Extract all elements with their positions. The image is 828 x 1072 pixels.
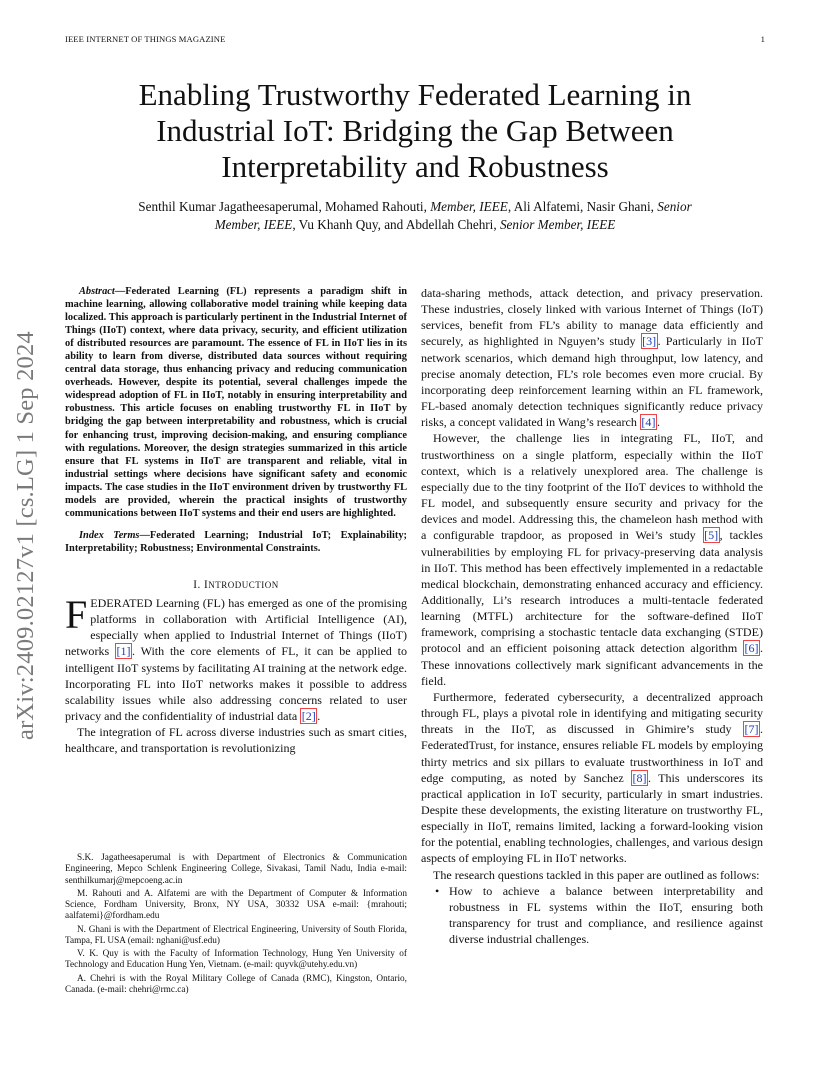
author-names: Senthil Kumar Jagatheesaperumal, Mohamed Rahouti, — [138, 199, 431, 214]
abstract — [65, 285, 407, 520]
section-heading-introduction — [65, 579, 407, 591]
page-number: 1 — [760, 34, 765, 44]
author-membership: Senior Member, IEEE — [499, 217, 616, 232]
bullet-icon: • — [435, 883, 440, 898]
paragraph-text: . This underscores its practical application in IoT security, particularly in smart industries. Despite these developments, the existing literature on trustworthy FL, especially in IIoT, remains limited, lacking a forward-looking vision for the potential, enabling technologies, challenges, and various design aspects of employing FL in IIoT networks. — [421, 770, 763, 866]
arxiv-identifier[interactable]: arXiv:2409.02127v1 [cs.LG] 1 Sep 2024 — [12, 331, 39, 740]
section-title-rest: NTRODUCTION — [208, 579, 279, 590]
citation-link[interactable]: [7] — [744, 722, 759, 737]
footnote: M. Rahouti and A. Alfatemi are with the Department of Computer & Information Science, Fordham University, Bronx, NY USA, 30332 USA e-mail: {mrahouti; aalfatemi}@fordham.edu — [65, 888, 407, 922]
citation-link[interactable]: [8] — [632, 770, 647, 785]
index-terms-text: —Federated Learning; Industrial IoT; Explainability; Interpretability; Robustness; Environmental Constraints. — [65, 529, 407, 554]
footnote: N. Ghani is with the Department of Electrical Engineering, University of South Florida, Tampa, FL USA (email: nghani@usf.edu) — [65, 924, 407, 946]
paragraph-text: However, the challenge lies in integrating FL, IIoT, and trustworthiness on a single platform, especially within the IIoT context, which is a relatively unexplored area. The challenge is especially due to the tiny footprint of the IIoT devices to withhold the FL model, and subsequently ensure security and privacy for the devices and model. Addressing this, the chameleon hash method with a configurable trapdoor, as proposed in Wei’s study — [421, 431, 763, 543]
citation-link[interactable]: [5] — [704, 528, 719, 543]
body-paragraph — [421, 430, 763, 689]
paragraph-text: Furthermore, federated cybersecurity, a decentralized approach through FL, plays a pivotal role in identifying and mitigating security threats in the IIoT, as discussed in Ghimire’s study — [421, 689, 763, 737]
intro-paragraph: The integration of FL across diverse industries such as smart cities, healthcare, and transportation is revolutionizing — [65, 725, 407, 756]
paragraph-text: . These innovations collectively mark significant advancements in the field. — [421, 641, 763, 688]
body-paragraph — [421, 285, 763, 430]
citation-link[interactable]: [1] — [116, 644, 131, 659]
citation-link[interactable]: [2] — [301, 709, 316, 724]
list-item-text: How to achieve a balance between interpretability and robustness in FL systems within the IIoT, ensuring both transparency for trust and compliance, and resilience against diverse industrial challenges. — [449, 883, 763, 947]
index-terms-label: Index Terms — [79, 529, 140, 541]
journal-name: IEEE INTERNET OF THINGS MAGAZINE — [65, 34, 226, 44]
right-column — [421, 285, 763, 947]
paragraph-text: . With the core elements of FL, it can be applied to intelligent IIoT systems by facilitating AI training at the network edge. Incorporating FL into IIoT networks makes it possible to address scalability issues while also addressing concerns related to user privacy and the confidentiality of industrial data — [65, 644, 407, 724]
author-list — [70, 198, 760, 234]
citation-link[interactable]: [3] — [642, 334, 657, 349]
author-names: , Vu Khanh Quy, and Abdellah Chehri, — [292, 217, 500, 232]
author-line — [70, 216, 760, 234]
author-footnotes — [65, 853, 407, 998]
author-line — [70, 198, 760, 216]
abstract-text: —Federated Learning (FL) represents a paradigm shift in machine learning, allowing collaborative model training while keeping data localized. This approach is particularly pertinent in the Industrial Internet of Things (IIoT) context, where data privacy, security, and efficient utilization of distributed resources are paramount. The essence of FL in IIoT lies in its ability to learn from diverse, distributed data sources without requiring central data storage, thus enhancing privacy and reducing communication overheads. However, despite its potential, several challenges impede the widespread adoption of FL in IIoT, notably in ensuring interpretability and robustness. This article focuses on enabling trustworthy FL in IIoT by bridging the gap between interpretability and robustness, which is crucial for enhancing trust, improving decision-making, and ensuring compliance with regulations. Moreover, the design strategies summarized in this article ensure that FL systems in IIoT are transparent and reliable, vital in industrial settings where decisions have significant safety and economic impacts. The case studies in the IIoT environment driven by trustworthy FL models are provided, wherein the practical insights of trustworthy communications between IIoT systems and their end users are highlighted. — [65, 286, 407, 519]
body-paragraph — [421, 689, 763, 867]
paper-title — [70, 77, 760, 185]
body-paragraph: The research questions tackled in this paper are outlined as follows: — [433, 867, 760, 882]
abstract-label: Abstract — [79, 286, 115, 297]
title-line: Industrial IoT: Bridging the Gap Between — [156, 113, 674, 148]
title-line: Interpretability and Robustness — [221, 149, 609, 184]
left-column — [65, 285, 407, 757]
author-membership: Member, IEEE — [430, 199, 508, 214]
running-header — [65, 34, 765, 44]
paragraph-text: . FederatedTrust, for instance, ensures reliable FL models by employing thirty metrics and six pillars to evaluate trustworthiness in IoT and edge computing, as noted by Sanchez — [421, 722, 763, 785]
paragraph-text: . — [656, 415, 660, 430]
author-membership: Senior — [657, 199, 692, 214]
citation-link[interactable]: [4] — [641, 415, 656, 430]
section-number: I. — [193, 578, 205, 591]
paragraph-text: . Particularly in IIoT network scenarios, which demand high throughput, low latency, and precise anomaly detection, FL’s role becomes even more crucial. By incorporating deep reinforcement learning within an FL framework, FL-based anomaly detection techniques significantly reduce privacy risks, a concept validated in Wang’s research — [421, 334, 764, 430]
paragraph-text: , tackles vulnerabilities by employing FL for privacy-preserving data analysis in IIoT. This method has been effectively implemented in a redactable medical blockchain, demonstrating enhanced accuracy and efficiency. Additionally, Li’s research introduces a multi-tentacle federated learning (MTFL) architecture for the software-defined IIoT framework, comprising a stochastic tentacle data exchanging (STDE) protocol and an efficient poisoning attack detection algorithm — [421, 528, 763, 656]
footnote: A. Chehri is with the Royal Military College of Canada (RMC), Kingston, Ontario, Canada. (e-mail: chehri@rmc.ca) — [65, 973, 407, 995]
footnote: S.K. Jagatheesaperumal is with Department of Electronics & Communication Engineering, Mepco Schlenk Engineering College, Sivakasi, Tamil Nadu, India e-mail: senthilkumarj@mepcoeng.ac.in — [65, 853, 407, 886]
author-membership: Member, IEEE — [214, 217, 293, 232]
paragraph-text: EDERATED Learning (FL) has emerged as one of the promising platforms in collaboration with Artificial Intelligence (AI), especially when applied to Industrial Internet of Things (IIoT) networks — [65, 595, 407, 659]
index-terms — [65, 529, 407, 555]
title-line: Enabling Trustworthy Federated Learning in — [138, 77, 692, 112]
paragraph-text: . — [317, 709, 321, 724]
drop-cap: F — [65, 591, 88, 637]
citation-link[interactable]: [6] — [744, 641, 759, 656]
footnote: V. K. Quy is with the Faculty of Information Technology, Hung Yen University of Technology and Education Hung Yen, Vietnam. (e-mail: quyvk@utehy.edu.vn) — [65, 949, 407, 971]
research-question-item — [421, 883, 763, 948]
paragraph-text: data-sharing methods, attack detection, and privacy preservation. These industries, closely linked with various Internet of Things (IoT) services, benefit from FL’s ability to manage data efficiently and securely, as highlighted in Nguyen’s study — [421, 286, 763, 349]
section-title-initial: I — [204, 578, 209, 591]
author-names: , Ali Alfatemi, Nasir Ghani, — [507, 199, 658, 214]
intro-paragraph — [65, 591, 407, 724]
